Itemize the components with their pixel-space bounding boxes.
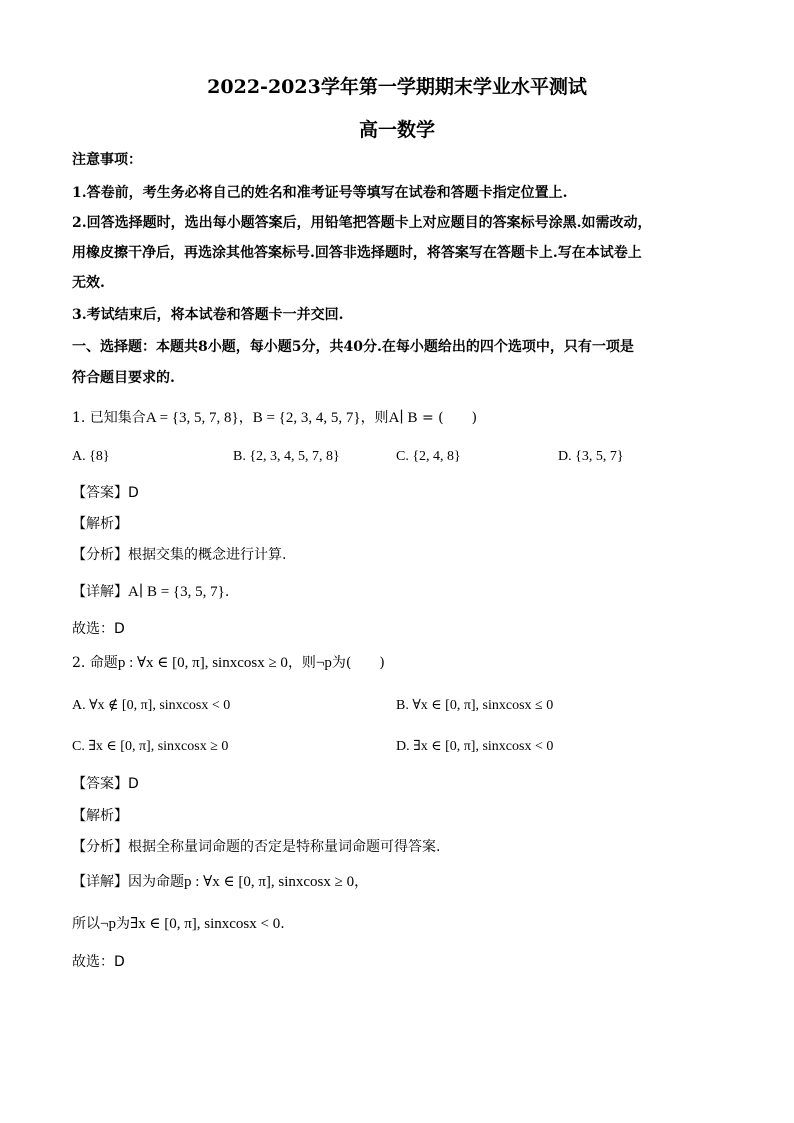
q1-option-c: C. {2, 4, 8} <box>396 449 461 464</box>
q2-so-end: . <box>280 916 285 932</box>
q1-option-b: B. {2, 3, 4, 5, 7, 8} <box>233 449 340 464</box>
q2-detail <box>72 872 368 892</box>
q2-so-expr: ∃x ∈ [0, π], sinxcosx < 0 <box>129 916 281 932</box>
q2-so-prefix: 所以 <box>72 916 100 932</box>
exam-title: 2022-2023学年第一学期期末学业水平测试 <box>207 76 587 98</box>
q2-answer: 【答案】D <box>72 776 139 792</box>
q1-detail <box>72 582 229 602</box>
q2-fenxi: 【分析】根据全称量词命题的否定是特称量词命题可得答案. <box>72 839 441 855</box>
note-item-2-end: 无效. <box>72 275 105 291</box>
q1-option-d: D. {3, 5, 7} <box>558 449 624 464</box>
q2-so <box>72 914 285 934</box>
exam-subject: 高一数学 <box>358 119 435 141</box>
q2-conclusion: 故选：D <box>72 954 125 970</box>
q2-neg: ¬p <box>315 655 332 671</box>
notes-heading: 注意事项： <box>72 152 142 168</box>
q1-sep: ， <box>238 410 253 426</box>
q1-detail-expr: A∣ B = {3, 5, 7} <box>128 584 225 600</box>
q2-suffix1: ，则 <box>287 655 316 671</box>
section-heading-cont: 符合题目要求的. <box>72 370 175 386</box>
note-item-3: 3.考试结束后，将本试卷和答题卡一并交回. <box>72 307 344 323</box>
q1-expr: A∣ B <box>388 410 418 426</box>
q2-analysis: 【解析】 <box>72 808 128 824</box>
q2-option-a: A. ∀x ∉ [0, π], sinxcosx < 0 <box>72 698 231 713</box>
note-item-2: 2.回答选择题时，选出每小题答案后，用铅笔把答题卡上对应题目的答案标号涂黑.如需改动， <box>72 215 652 231</box>
q2-detail-label: 【详解】因为命题 <box>72 874 184 890</box>
q2-prefix: 2. 命题 <box>72 655 118 671</box>
q1-suffix2: = ( ) <box>417 410 478 426</box>
q2-detail-end: ， <box>354 874 369 890</box>
note-item-1: 1.答卷前，考生务必将自己的姓名和准考证号等填写在试卷和答题卡指定位置上. <box>72 185 568 201</box>
section-heading: 一、选择题：本题共8小题，每小题5分，共40分.在每小题给出的四个选项中，只有一项是 <box>72 339 634 355</box>
q2-so-neg: ¬p <box>100 916 116 932</box>
q1-option-a: A. {8} <box>72 449 110 464</box>
q2-option-d: D. ∃x ∈ [0, π], sinxcosx < 0 <box>396 739 554 754</box>
q1-conclusion: 故选：D <box>72 621 125 637</box>
q1-set-b: B = {2, 3, 4, 5, 7} <box>252 410 361 426</box>
q1-fenxi: 【分析】根据交集的概念进行计算. <box>72 547 287 563</box>
q2-suffix2: 为( ) <box>331 655 385 671</box>
q2-option-c: C. ∃x ∈ [0, π], sinxcosx ≥ 0 <box>72 739 229 754</box>
q1-detail-label: 【详解】 <box>72 584 128 600</box>
q2-detail-expr: p : ∀x ∈ [0, π], sinxcosx ≥ 0 <box>184 874 355 890</box>
q2-option-b: B. ∀x ∈ [0, π], sinxcosx ≤ 0 <box>396 698 554 713</box>
q1-answer: 【答案】D <box>72 485 139 501</box>
q2-so-mid: 为 <box>115 916 130 932</box>
question-2 <box>72 653 385 673</box>
q1-suffix1: ，则 <box>360 410 389 426</box>
q1-analysis: 【解析】 <box>72 516 128 532</box>
note-item-2-cont: 用橡皮擦干净后，再选涂其他答案标号.回答非选择题时，将答案写在答题卡上.写在本试卷上 <box>72 245 642 261</box>
q1-set-a: A = {3, 5, 7, 8} <box>145 410 239 426</box>
q1-detail-end: . <box>224 584 230 600</box>
q1-prefix: 1. 已知集合 <box>72 410 146 426</box>
q2-prop: p : ∀x ∈ [0, π], sinxcosx ≥ 0 <box>117 655 288 671</box>
question-1 <box>72 408 477 428</box>
